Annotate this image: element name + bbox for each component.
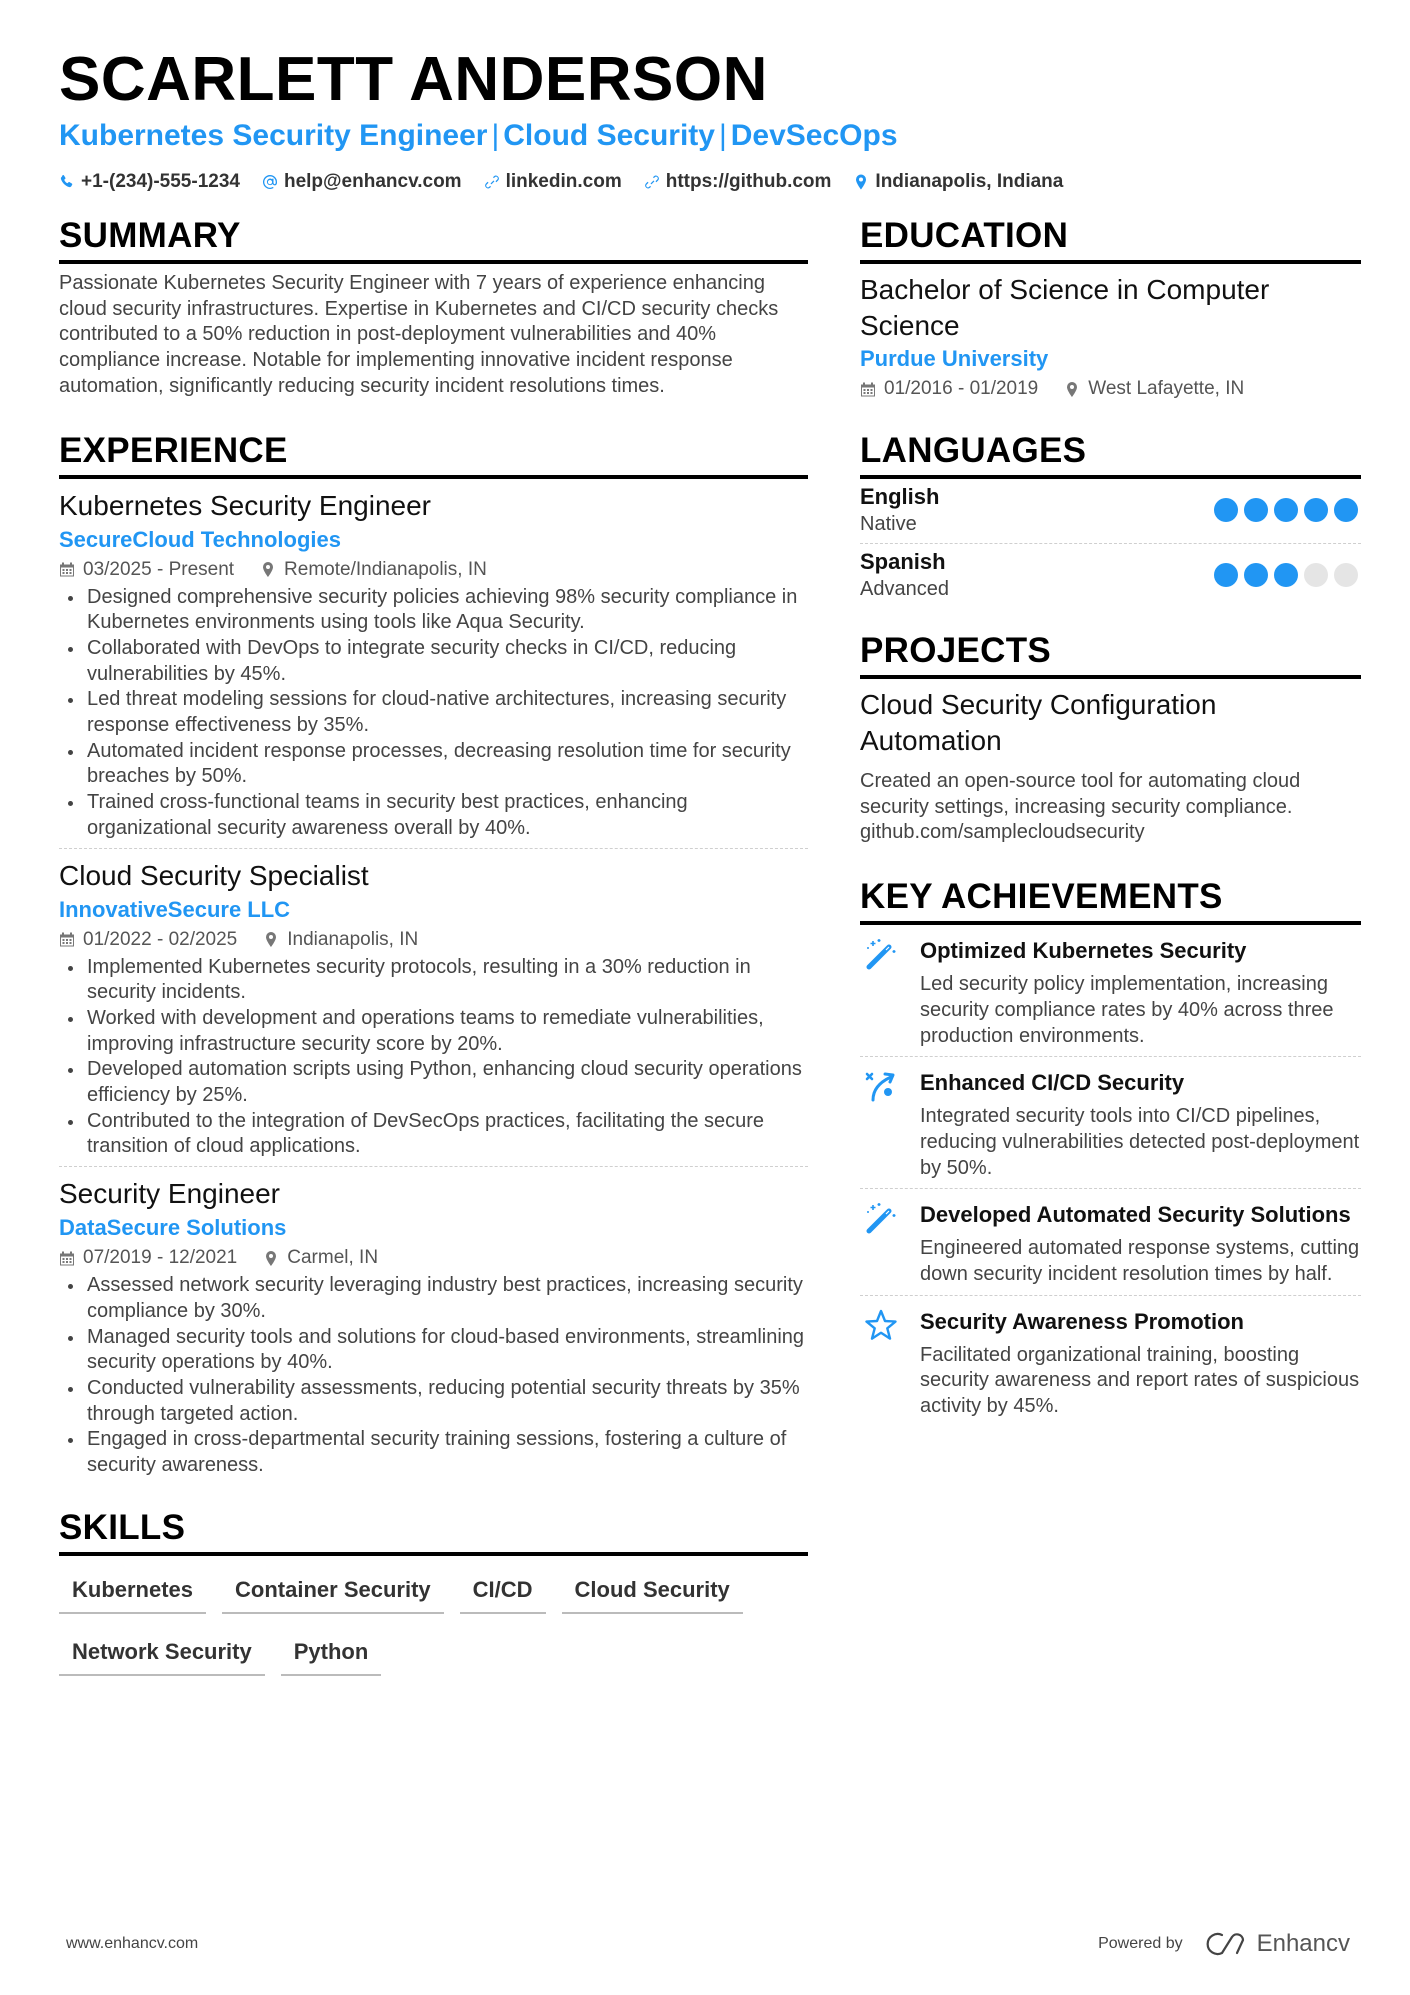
language-rating xyxy=(1214,498,1358,522)
enhancv-logo[interactable] xyxy=(1205,1930,1350,1958)
language-item xyxy=(860,479,1361,544)
section-divider xyxy=(59,260,808,264)
skills-section xyxy=(59,1507,808,1676)
contact-github-text: https://github.com xyxy=(665,171,832,192)
bullet-item: Conducted vulnerability assessments, reducing potential security threats by 35% through targeted action. xyxy=(59,1376,808,1427)
job-bullets xyxy=(59,1273,808,1479)
bullet-item: Led threat modeling sessions for cloud-native architectures, increasing security response effectiveness by 35%. xyxy=(59,687,808,738)
section-divider xyxy=(860,260,1361,264)
languages-section xyxy=(860,430,1361,608)
job-bullets xyxy=(59,955,808,1161)
contact-phone-text: +1-(234)-555-1234 xyxy=(81,171,240,192)
section-title-skills: SKILLS xyxy=(59,1507,186,1547)
contact-row xyxy=(59,170,1359,194)
language-name: Spanish xyxy=(860,549,946,574)
summary-text: Passionate Kubernetes Security Engineer with 7 years of experience enhancing cloud security infrastructures. Expertise in Kubernetes and CI/CD security checks contributed to a 50% reduction in post-deployment vulnerabilities and 40% compliance increase. Notable for implementing innovative incident response automation, significantly reducing security incident resolutions times. xyxy=(59,272,779,397)
skill-tag: Cloud Security xyxy=(562,1566,743,1614)
job-location: Indianapolis, IN xyxy=(287,928,419,950)
bullet-item: Implemented Kubernetes security protocols, resulting in a 30% reduction in security incidents. xyxy=(59,955,808,1006)
footer-website[interactable]: www.enhancv.com xyxy=(66,1935,199,1952)
headline xyxy=(59,116,1359,156)
achievement-title: Developed Automated Security Solutions xyxy=(920,1202,1351,1228)
education-dates: 01/2016 - 01/2019 xyxy=(884,378,1039,399)
language-name: English xyxy=(860,484,940,509)
right-column xyxy=(860,215,1361,1457)
phone-icon xyxy=(59,174,75,190)
rating-dot-filled xyxy=(1214,498,1238,522)
achievement-title: Security Awareness Promotion xyxy=(920,1308,1244,1334)
section-divider xyxy=(59,1552,808,1556)
job-location: Carmel, IN xyxy=(287,1247,379,1269)
project-description-text: Created an open-source tool for automating cloud security settings, increasing security compliance. xyxy=(860,770,1301,818)
resume-header xyxy=(59,44,1359,194)
headline-separator: | xyxy=(491,119,500,152)
education-location: West Lafayette, IN xyxy=(1088,378,1245,399)
location-pin-icon xyxy=(263,1250,279,1267)
contact-phone[interactable] xyxy=(59,170,240,194)
job-meta xyxy=(59,555,808,585)
job-meta xyxy=(59,1243,808,1273)
job-dates: 07/2019 - 12/2021 xyxy=(83,1247,238,1269)
rating-dot-empty xyxy=(1334,563,1358,587)
achievement-item xyxy=(860,925,1361,1057)
section-title-summary: SUMMARY xyxy=(59,216,241,255)
achievement-item xyxy=(860,1189,1361,1295)
achievement-description: Integrated security tools into CI/CD pipelines, reducing vulnerabilities detected post-deployment by 50%. xyxy=(920,1105,1360,1179)
company-name: SecureCloud Technologies xyxy=(59,526,341,552)
bullet-item: Contributed to the integration of DevSecOps practices, facilitating the secure transition of cloud applications. xyxy=(59,1109,808,1160)
section-title-achievements: KEY ACHIEVEMENTS xyxy=(860,877,1223,917)
education-meta xyxy=(860,374,1361,404)
calendar-icon xyxy=(59,931,75,948)
bullet-item: Collaborated with DevOps to integrate security checks in CI/CD, reducing vulnerabilities by 45%. xyxy=(59,636,808,687)
achievement-item xyxy=(860,1296,1361,1427)
skills-list xyxy=(59,1566,779,1676)
projects-section xyxy=(860,630,1361,846)
job-title: Cloud Security Specialist xyxy=(59,859,369,891)
contact-linkedin[interactable] xyxy=(484,170,622,194)
rating-dot-filled xyxy=(1274,563,1298,587)
rating-dot-filled xyxy=(1334,498,1358,522)
school-name: Purdue University xyxy=(860,346,1049,371)
bullet-item: Trained cross-functional teams in security best practices, enhancing organizational security awareness overall by 40%. xyxy=(59,790,808,841)
skill-tag: CI/CD xyxy=(460,1566,546,1614)
job-bullets xyxy=(59,585,808,842)
candidate-name: SCARLETT ANDERSON xyxy=(59,45,768,114)
rating-dot-filled xyxy=(1214,563,1238,587)
job-location: Remote/Indianapolis, IN xyxy=(284,558,487,580)
skill-tag: Network Security xyxy=(59,1628,265,1676)
route-strategy-icon xyxy=(864,1069,898,1103)
education-section xyxy=(860,215,1361,404)
location-pin-icon xyxy=(853,174,869,190)
project-link[interactable]: github.com/samplecloudsecurity xyxy=(860,821,1145,844)
experience-entry xyxy=(59,479,808,849)
link-icon xyxy=(644,174,660,190)
achievement-description: Facilitated organizational training, boosting security awareness and report rates of suspicious activity by 45%. xyxy=(920,1343,1360,1418)
rating-dot-filled xyxy=(1274,498,1298,522)
language-level: Advanced xyxy=(860,578,949,600)
degree: Bachelor of Science in Computer Science xyxy=(860,274,1270,341)
at-icon xyxy=(262,174,278,190)
star-icon xyxy=(864,1308,898,1342)
rating-dot-filled xyxy=(1304,498,1328,522)
rating-dot-filled xyxy=(1244,563,1268,587)
job-dates: 01/2022 - 02/2025 xyxy=(83,928,238,950)
calendar-icon xyxy=(59,1250,75,1267)
powered-by-label: Powered by xyxy=(1098,1935,1183,1952)
contact-location xyxy=(853,170,1063,194)
language-item xyxy=(860,544,1361,608)
location-pin-icon xyxy=(1064,381,1080,398)
contact-location-text: Indianapolis, Indiana xyxy=(875,171,1064,192)
bullet-item: Automated incident response processes, decreasing resolution time for security breaches by 50%. xyxy=(59,739,808,790)
calendar-icon xyxy=(59,561,75,578)
magic-wand-icon xyxy=(864,937,898,971)
language-rating xyxy=(1214,563,1358,587)
bullet-item: Worked with development and operations teams to remediate vulnerabilities, improving infrastructure security score by 20%. xyxy=(59,1006,808,1057)
location-pin-icon xyxy=(263,931,279,948)
headline-title-1: Kubernetes Security Engineer xyxy=(59,119,488,152)
company-name: DataSecure Solutions xyxy=(59,1215,287,1241)
rating-dot-filled xyxy=(1244,498,1268,522)
bullet-item: Designed comprehensive security policies achieving 98% security compliance in Kubernetes environments using tools like Aqua Security. xyxy=(59,585,808,636)
project-description xyxy=(860,769,1361,846)
headline-separator: | xyxy=(718,119,727,152)
job-dates: 03/2025 - Present xyxy=(83,558,235,580)
skill-tag: Kubernetes xyxy=(59,1566,206,1614)
headline-title-2: Cloud Security xyxy=(503,119,715,152)
headline-title-3: DevSecOps xyxy=(730,119,898,152)
language-level: Native xyxy=(860,513,917,535)
section-divider xyxy=(860,675,1361,679)
link-icon xyxy=(484,174,500,190)
enhancv-logo-icon xyxy=(1205,1931,1251,1957)
left-column xyxy=(59,215,808,1706)
achievement-title: Optimized Kubernetes Security xyxy=(920,938,1247,964)
rating-dot-empty xyxy=(1304,563,1328,587)
brand-name: Enhancv xyxy=(1256,1930,1350,1957)
magic-wand-icon xyxy=(864,1201,898,1235)
company-name: InnovativeSecure LLC xyxy=(59,896,291,922)
section-title-projects: PROJECTS xyxy=(860,631,1052,670)
location-pin-icon xyxy=(260,561,276,578)
bullet-item: Engaged in cross-departmental security training sessions, fostering a culture of security awareness. xyxy=(59,1427,808,1478)
experience-entry xyxy=(59,1167,808,1485)
contact-email[interactable] xyxy=(262,170,462,194)
experience-entry xyxy=(59,849,808,1168)
contact-email-text: help@enhancv.com xyxy=(283,171,462,192)
powered-by xyxy=(1098,1930,1350,1958)
contact-linkedin-text: linkedin.com xyxy=(505,171,622,192)
section-title-education: EDUCATION xyxy=(860,216,1069,255)
footer xyxy=(66,1930,1350,1958)
project-title: Cloud Security Configuration Automation xyxy=(860,689,1217,756)
achievements-section xyxy=(860,876,1361,1427)
job-meta xyxy=(59,925,808,955)
job-title: Kubernetes Security Engineer xyxy=(59,489,431,521)
section-title-experience: EXPERIENCE xyxy=(59,430,288,470)
achievement-title: Enhanced CI/CD Security xyxy=(920,1070,1185,1096)
skill-tag: Python xyxy=(281,1628,382,1676)
skill-tag: Container Security xyxy=(222,1566,444,1614)
bullet-item: Developed automation scripts using Python, enhancing cloud security operations efficiency by 25%. xyxy=(59,1057,808,1108)
bullet-item: Managed security tools and solutions for cloud-based environments, streamlining security operations by 40%. xyxy=(59,1325,808,1376)
achievement-item xyxy=(860,1057,1361,1189)
job-title: Security Engineer xyxy=(59,1178,281,1210)
summary-section xyxy=(59,215,808,400)
bullet-item: Assessed network security leveraging industry best practices, increasing security compliance by 30%. xyxy=(59,1273,808,1324)
experience-section xyxy=(59,430,808,1485)
achievement-description: Led security policy implementation, increasing security compliance rates by 40% across three production environments. xyxy=(920,973,1334,1047)
contact-github[interactable] xyxy=(644,170,832,194)
calendar-icon xyxy=(860,381,876,398)
achievement-description: Engineered automated response systems, cutting down security incident resolution times by half. xyxy=(920,1237,1360,1286)
section-title-languages: LANGUAGES xyxy=(860,431,1087,470)
